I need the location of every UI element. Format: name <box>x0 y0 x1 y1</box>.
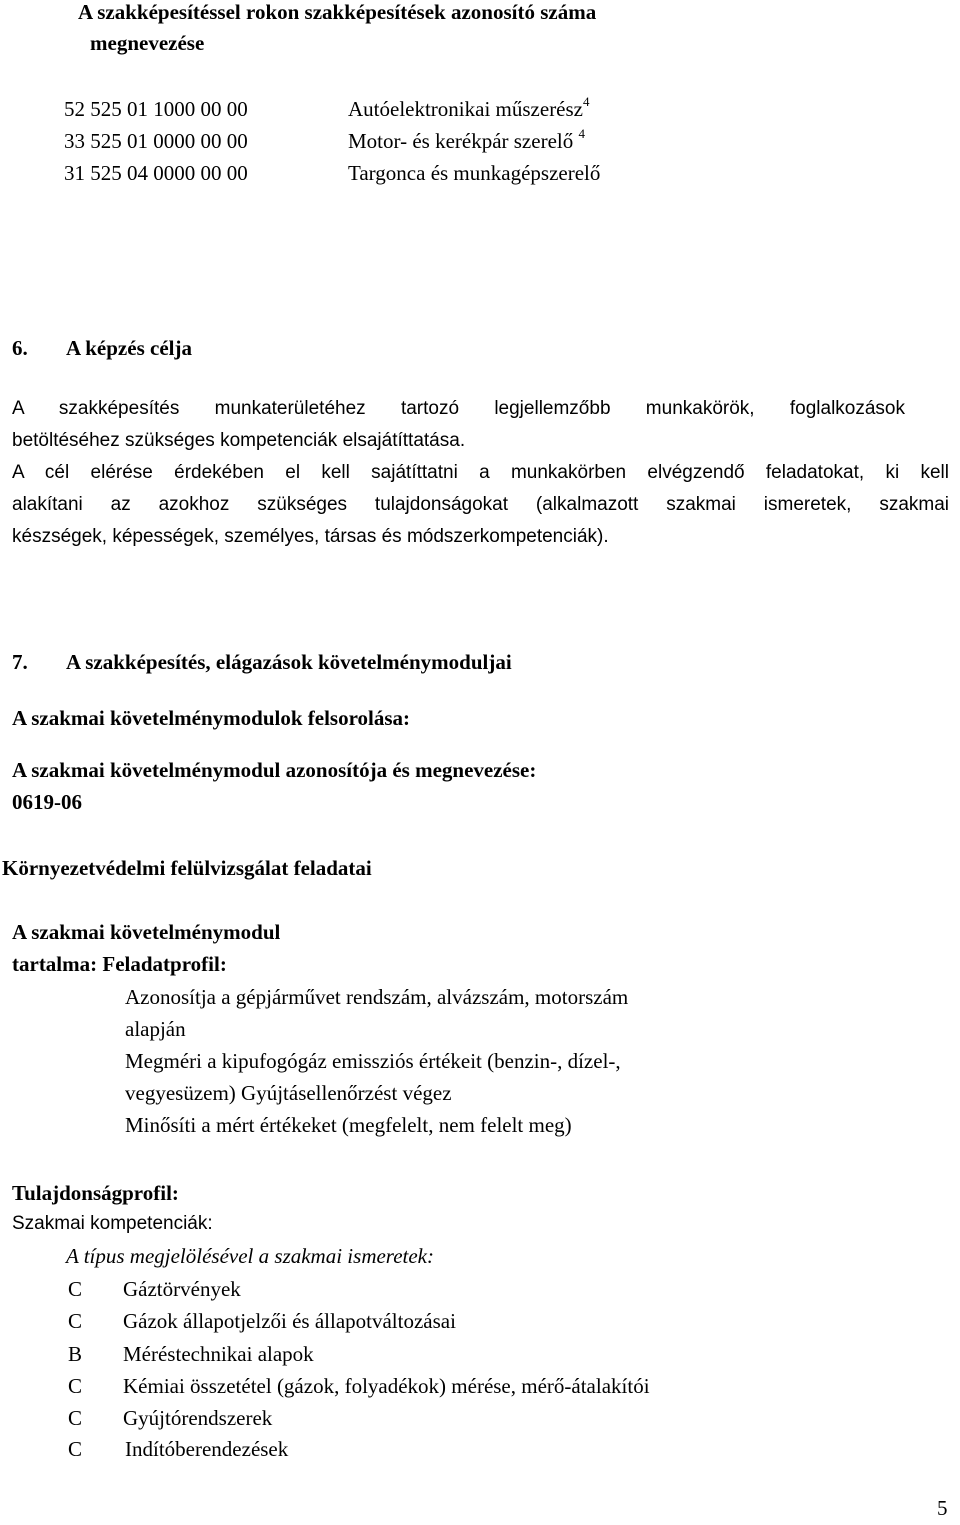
footnote-ref: 4 <box>578 126 585 141</box>
knowledge-heading: A típus megjelölésével a szakmai ismeretek: <box>66 1244 434 1268</box>
related-code: 52 525 01 1000 00 00 <box>64 97 248 121</box>
module-id-label: A szakmai követelménymodul azonosítója és megnevezése: <box>12 758 537 782</box>
task-line: Minősíti a mért értékeket (megfelelt, nem felelt meg) <box>125 1113 572 1137</box>
section6-title: A képzés célja <box>66 336 192 360</box>
related-code: 33 525 01 0000 00 00 <box>64 129 248 153</box>
related-heading-line1: A szakképesítéssel rokon szakképesítések azonosító száma <box>78 0 597 24</box>
task-line: Megméri a kipufogógáz emissziós értékeit (benzin-, dízel-, <box>125 1049 621 1073</box>
property-profile-heading: Tulajdonságprofil: <box>12 1181 179 1205</box>
knowledge-item: Gáztörvények <box>123 1277 241 1301</box>
section6-paragraph2-line: A cél elérése érdekében el kell sajátíttatni a munkakörben elvégzendő feladatokat, ki kell <box>12 462 949 483</box>
page-number: 5 <box>937 1496 948 1520</box>
knowledge-item: Méréstechnikai alapok <box>123 1342 314 1366</box>
knowledge-type: C <box>68 1374 83 1398</box>
competencies-label: Szakmai kompetenciák: <box>12 1213 213 1234</box>
knowledge-item: Gázok állapotjelzői és állapotváltozásai <box>123 1309 456 1333</box>
section6-paragraph1-line: betöltéséhez szükséges kompetenciák elsajátíttatása. <box>12 430 466 451</box>
section6-paragraph2-line: alakítani az azokhoz szükséges tulajdonságokat (alkalmazott szakmai ismeretek, szakmai <box>12 494 949 515</box>
related-name: Autóelektronikai műszerész$^4$ <box>348 94 590 121</box>
content-label-line2: tartalma: Feladatprofil: <box>12 952 227 976</box>
knowledge-item: Kémiai összetétel (gázok, folyadékok) mérése, mérő-átalakítói <box>123 1374 650 1398</box>
section7-title: A szakképesítés, elágazások követelménymoduljai <box>66 650 512 674</box>
knowledge-item: Indítóberendezések <box>125 1437 289 1461</box>
section6-paragraph1-line: A szakképesítés munkaterületéhez tartozó legjellemzőbb munkakörök, foglalkozások <box>12 398 905 419</box>
knowledge-type: C <box>68 1406 83 1430</box>
section6-paragraph2-line: készségek, képességek, személyes, társas és módszerkompetenciák). <box>12 526 609 547</box>
related-name: Motor- és kerékpár szerelő $^4$ <box>348 126 585 153</box>
section6-number: 6. <box>12 336 28 360</box>
section7-number: 7. <box>12 650 28 674</box>
related-code: 31 525 04 0000 00 00 <box>64 161 248 185</box>
knowledge-type: C <box>68 1437 83 1461</box>
task-line: alapján <box>125 1017 186 1041</box>
footnote-ref: 4 <box>583 94 590 109</box>
related-name: Targonca és munkagépszerelő <box>348 161 601 185</box>
knowledge-type: B <box>68 1342 83 1366</box>
knowledge-item: Gyújtórendszerek <box>123 1406 273 1430</box>
module-name: Környezetvédelmi felülvizsgálat feladatai <box>2 856 372 880</box>
knowledge-type: C <box>68 1277 83 1301</box>
module-id: 0619-06 <box>12 790 82 814</box>
knowledge-type: C <box>68 1309 83 1333</box>
module-list-heading: A szakmai követelménymodulok felsorolása: <box>12 706 411 730</box>
content-label-line1: A szakmai követelménymodul <box>12 920 281 944</box>
task-line: Azonosítja a gépjárművet rendszám, alvázszám, motorszám <box>125 985 629 1009</box>
related-heading-line2: megnevezése <box>90 31 205 55</box>
task-line: vegyesüzem) Gyújtásellenőrzést végez <box>125 1081 452 1105</box>
